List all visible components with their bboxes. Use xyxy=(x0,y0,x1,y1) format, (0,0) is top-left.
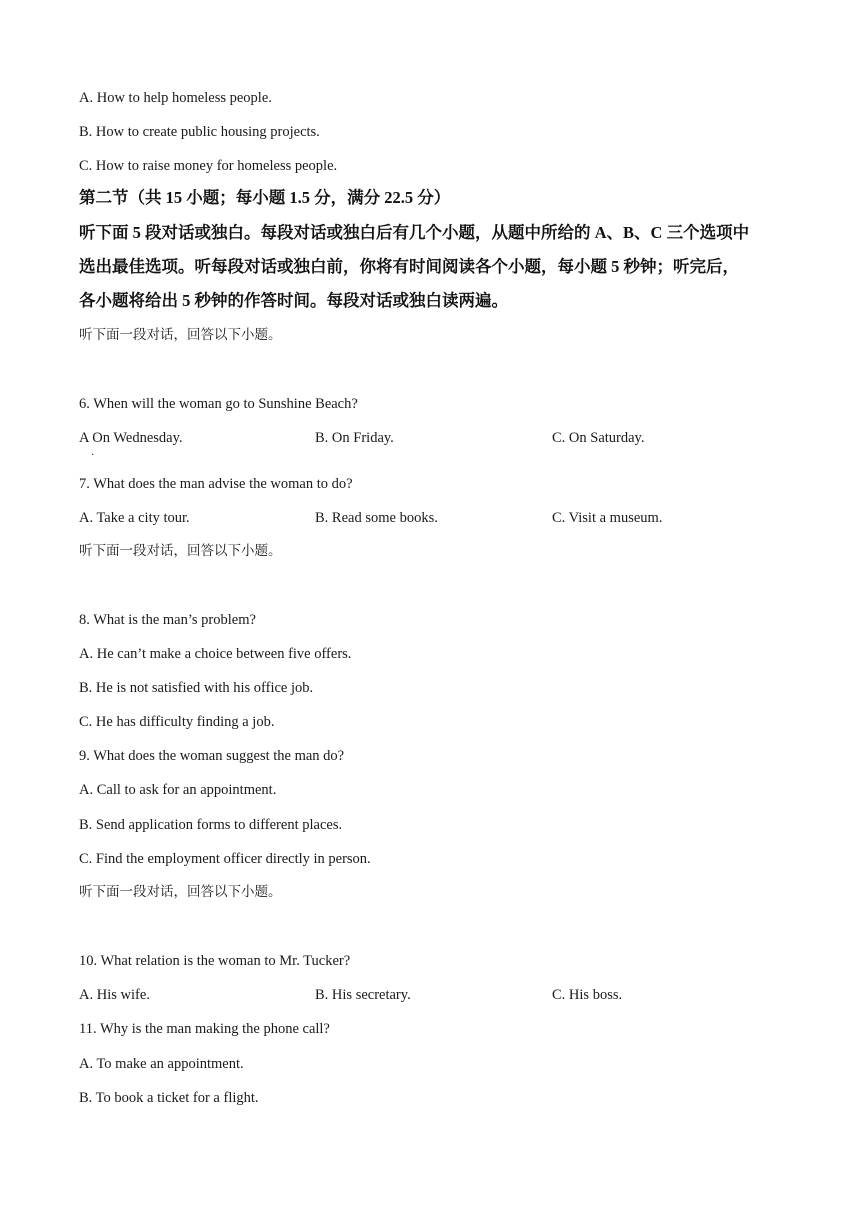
q5-option-b: B. How to create public housing projects. xyxy=(79,124,320,140)
q8-option-a: A. He can’t make a choice between five offers. xyxy=(79,646,352,662)
q11-option-b: B. To book a ticket for a flight. xyxy=(79,1090,259,1106)
section-title: 第二节（共 15 小题；每小题 1.5 分，满分 22.5 分） xyxy=(79,188,451,207)
section-instruction-line-1: 听下面 5 段对话或独白。每段对话或独白后有几个小题，从题中所给的 A、B、C 三个选项中 xyxy=(79,223,750,242)
q8-option-b: B. He is not satisfied with his office job. xyxy=(79,680,314,696)
question-7-options xyxy=(79,508,779,528)
question-7: 7. What does the man advise the woman to do? xyxy=(79,476,353,492)
question-9: 9. What does the woman suggest the man do? xyxy=(79,748,345,764)
q10-option-c: C. His boss. xyxy=(552,987,623,1003)
question-6: 6. When will the woman go to Sunshine Beach? xyxy=(79,396,358,412)
section-instruction-line-3: 各小题将给出 5 秒钟的作答时间。每段对话或独白读两遍。 xyxy=(79,291,508,310)
q9-option-a: A. Call to ask for an appointment. xyxy=(79,782,277,798)
question-10: 10. What relation is the woman to Mr. Tucker? xyxy=(79,953,351,969)
q10-option-b: B. His secretary. xyxy=(315,987,411,1003)
q7-option-b: B. Read some books. xyxy=(315,510,438,526)
q9-option-c: C. Find the employment officer directly in person. xyxy=(79,851,371,867)
q10-option-a: A. His wife. xyxy=(79,987,150,1003)
q11-option-a: A. To make an appointment. xyxy=(79,1056,244,1072)
listen-prompt-3: 听下面一段对话，回答以下小题。 xyxy=(79,884,282,900)
q6-option-a: A On Wednesday. xyxy=(79,430,183,446)
question-8: 8. What is the man’s problem? xyxy=(79,612,256,628)
question-6-options xyxy=(79,428,779,448)
q6-option-b: B. On Friday. xyxy=(315,430,394,446)
question-10-options xyxy=(79,985,779,1005)
stray-mark: · xyxy=(91,450,95,461)
q6-option-c: C. On Saturday. xyxy=(552,430,645,446)
q5-option-a: A. How to help homeless people. xyxy=(79,90,272,106)
q5-option-c: C. How to raise money for homeless people. xyxy=(79,158,338,174)
question-11: 11. Why is the man making the phone call? xyxy=(79,1021,330,1037)
listen-prompt-2: 听下面一段对话，回答以下小题。 xyxy=(79,543,282,559)
q7-option-c: C. Visit a museum. xyxy=(552,510,663,526)
q7-option-a: A. Take a city tour. xyxy=(79,510,190,526)
q9-option-b: B. Send application forms to different places. xyxy=(79,817,343,833)
q8-option-c: C. He has difficulty finding a job. xyxy=(79,714,275,730)
listen-prompt-1: 听下面一段对话，回答以下小题。 xyxy=(79,327,282,343)
section-instruction-line-2: 选出最佳选项。听每段对话或独白前，你将有时间阅读各个小题，每小题 5 秒钟；听完后， xyxy=(79,257,739,276)
